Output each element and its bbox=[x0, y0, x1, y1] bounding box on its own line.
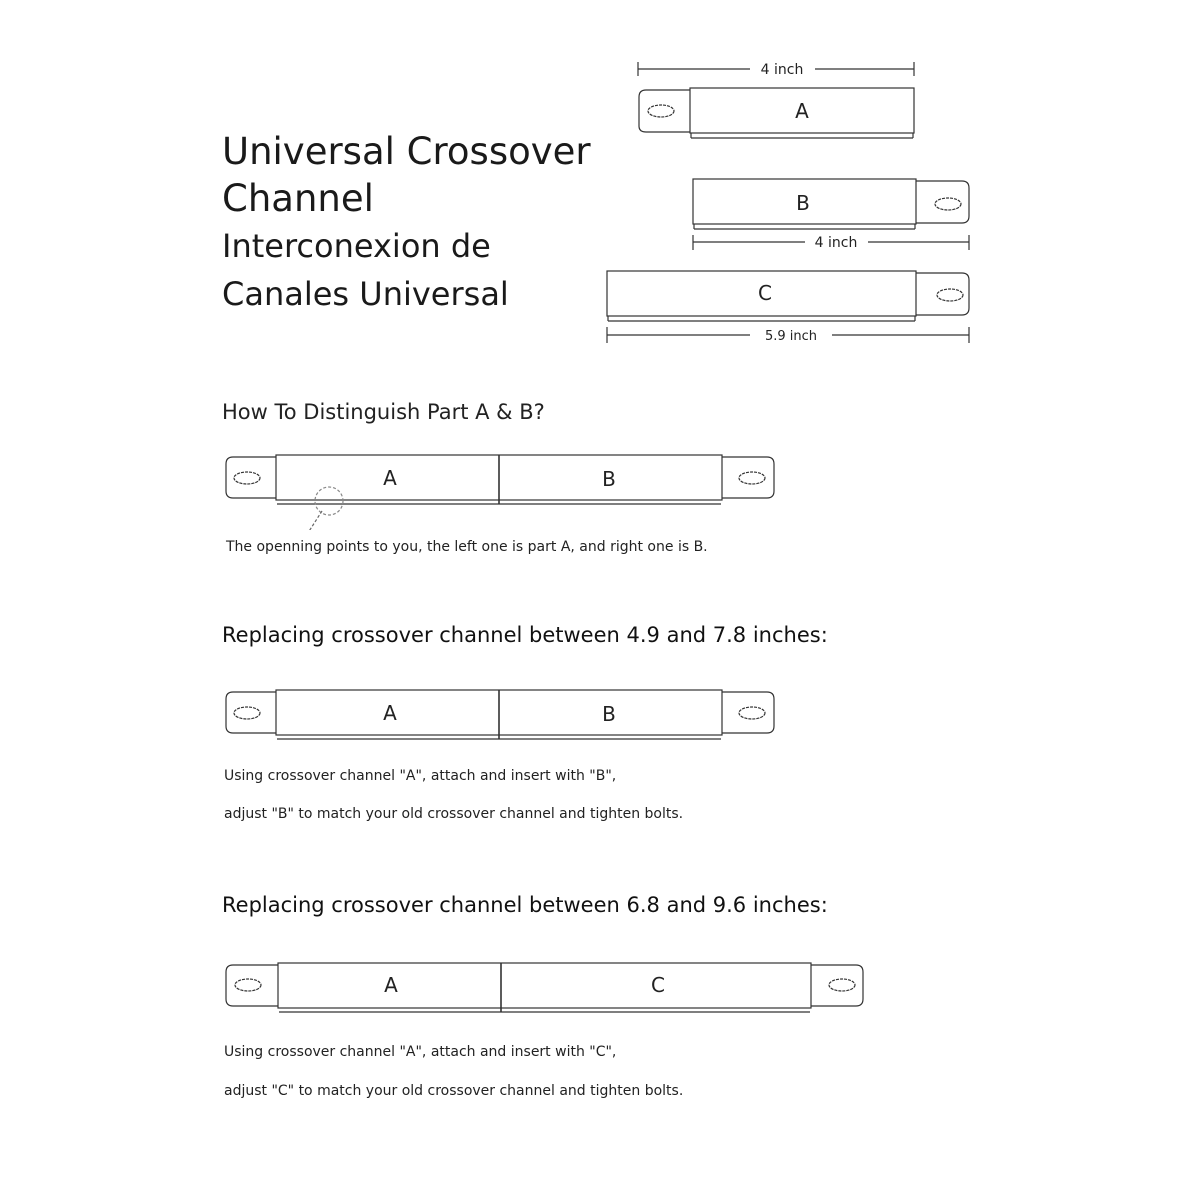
opening-highlight-icon bbox=[315, 487, 343, 515]
assembly-ab-label-a: A bbox=[383, 701, 397, 725]
section-ac-heading: Replacing crossover channel between 6.8 and 9.6 inches: bbox=[222, 893, 828, 917]
part-a-shape bbox=[639, 88, 914, 138]
distinguish-note: The openning points to you, the left one is part A, and right one is B. bbox=[226, 539, 708, 555]
part-c-shape bbox=[607, 271, 969, 321]
dimension-label-c: 5.9 inch bbox=[764, 329, 818, 344]
assembly-ab-diagram bbox=[0, 680, 1200, 750]
section-ab-heading: Replacing crossover channel between 4.9 and 7.8 inches: bbox=[222, 623, 828, 647]
distinguish-heading: How To Distinguish Part A & B? bbox=[222, 400, 545, 424]
subtitle-line-2: Canales Universal bbox=[222, 275, 509, 313]
section-ab-instruction-2: adjust "B" to match your old crossover channel and tighten bolts. bbox=[224, 806, 684, 822]
distinguish-label-a: A bbox=[383, 466, 397, 490]
assembly-ac-label-a: A bbox=[384, 973, 398, 997]
assembly-ab-label-b: B bbox=[602, 702, 616, 726]
section-ac-instruction-2: adjust "C" to match your old crossover channel and tighten bolts. bbox=[224, 1083, 684, 1099]
distinguish-diagram bbox=[0, 440, 1200, 530]
dimension-label-a: 4 inch bbox=[760, 62, 804, 78]
subtitle-line-1: Interconexion de bbox=[222, 227, 491, 265]
part-label-a: A bbox=[795, 99, 809, 123]
section-ac-instruction-1: Using crossover channel "A", attach and insert with "C", bbox=[224, 1044, 617, 1060]
assembly-ac-label-c: C bbox=[651, 973, 665, 997]
parts-diagram bbox=[0, 0, 1200, 360]
title-line-1: Universal Crossover bbox=[222, 130, 591, 173]
dimension-label-b: 4 inch bbox=[814, 235, 858, 251]
assembly-ac-diagram bbox=[0, 955, 1200, 1025]
part-label-c: C bbox=[758, 281, 772, 305]
part-label-b: B bbox=[796, 191, 810, 215]
title-line-2: Channel bbox=[222, 177, 374, 220]
part-b-shape bbox=[693, 179, 969, 229]
distinguish-label-b: B bbox=[602, 467, 616, 491]
section-ab-instruction-1: Using crossover channel "A", attach and insert with "B", bbox=[224, 768, 617, 784]
